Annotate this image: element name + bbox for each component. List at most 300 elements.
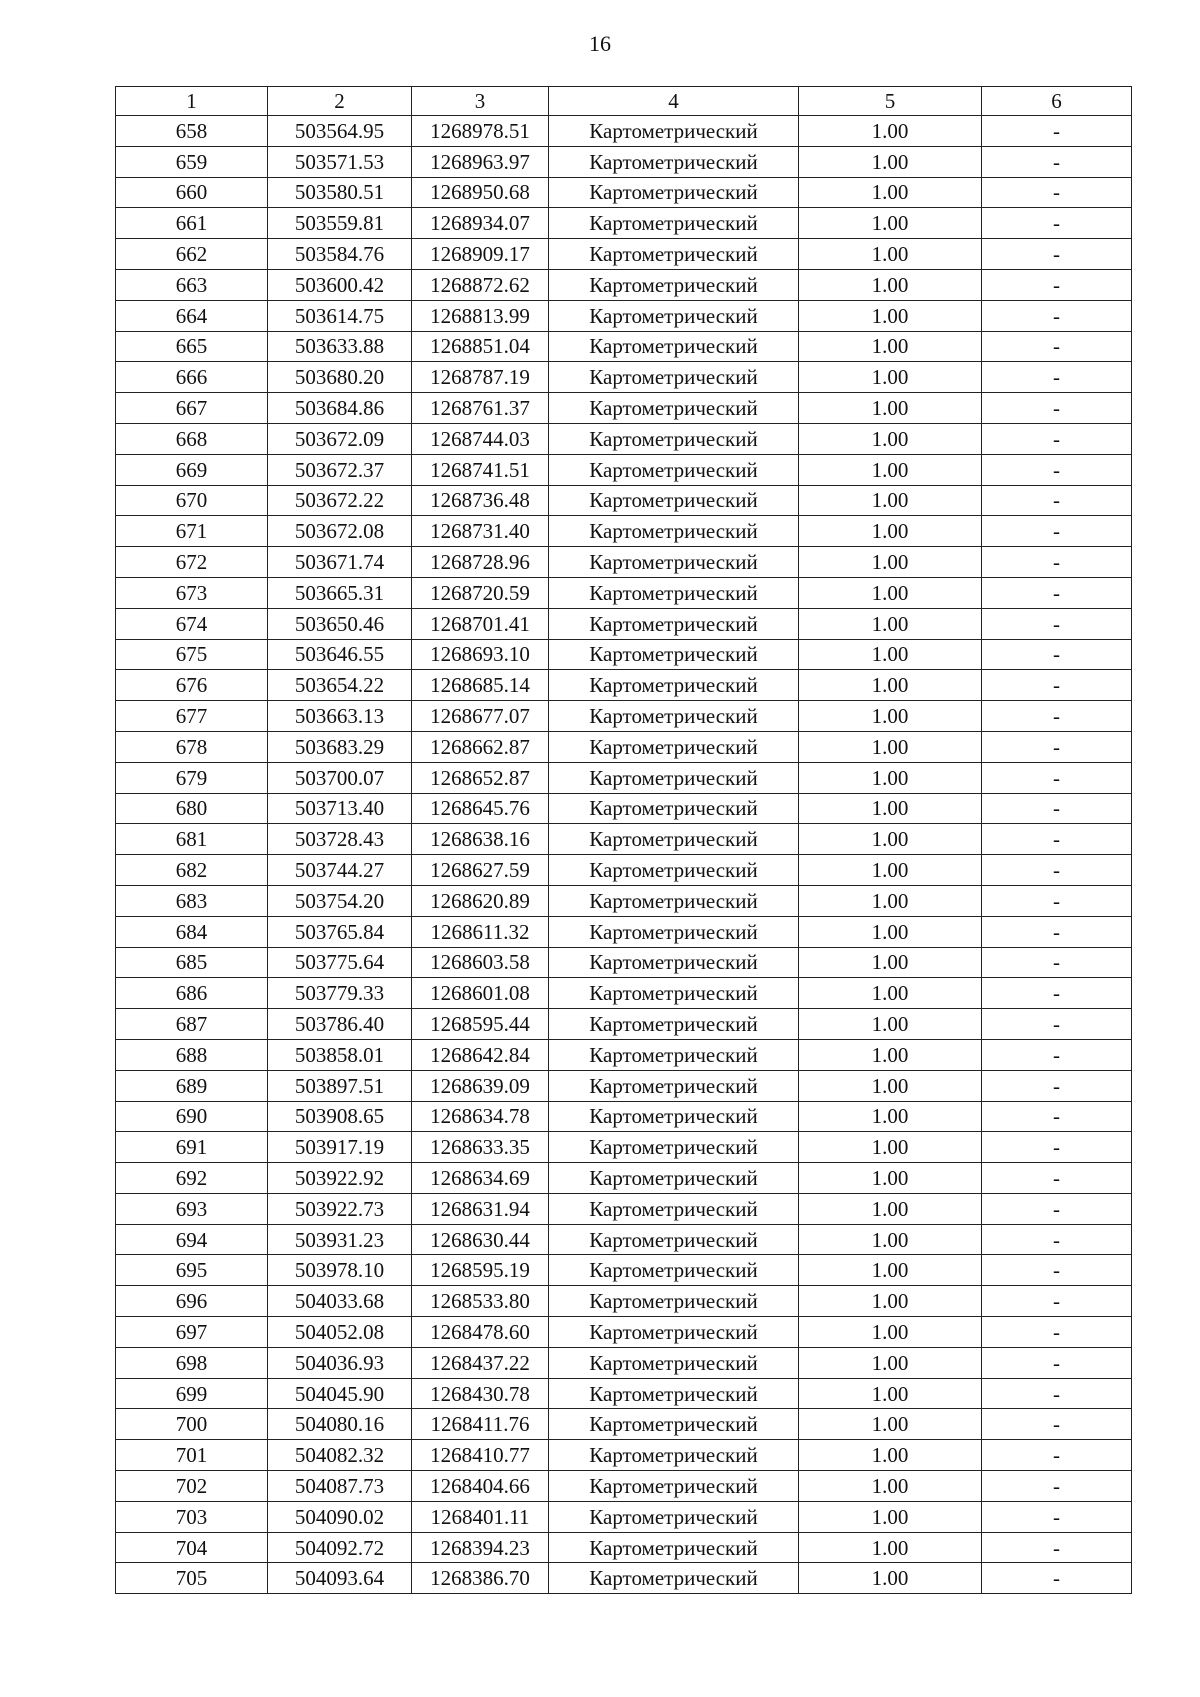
method-cell: Картометрический <box>549 670 799 701</box>
accuracy-cell: 1.00 <box>799 639 982 670</box>
table-row <box>116 547 1132 578</box>
method-cell: Картометрический <box>549 1471 799 1502</box>
method-cell: Картометрический <box>549 947 799 978</box>
description-cell: - <box>982 1070 1132 1101</box>
y-coordinate-cell: 1268720.59 <box>412 577 549 608</box>
x-coordinate-cell: 503654.22 <box>268 670 412 701</box>
x-coordinate-cell: 503650.46 <box>268 608 412 639</box>
point-number-cell: 660 <box>116 177 268 208</box>
description-cell: - <box>982 269 1132 300</box>
header-cell: 2 <box>268 87 412 116</box>
table-row <box>116 1132 1132 1163</box>
method-cell: Картометрический <box>549 362 799 393</box>
accuracy-cell: 1.00 <box>799 547 982 578</box>
x-coordinate-cell: 503672.22 <box>268 485 412 516</box>
accuracy-cell: 1.00 <box>799 454 982 485</box>
y-coordinate-cell: 1268478.60 <box>412 1317 549 1348</box>
coordinates-table <box>115 86 1132 1594</box>
accuracy-cell: 1.00 <box>799 824 982 855</box>
description-cell: - <box>982 423 1132 454</box>
method-cell: Картометрический <box>549 239 799 270</box>
accuracy-cell: 1.00 <box>799 577 982 608</box>
point-number-cell: 674 <box>116 608 268 639</box>
method-cell: Картометрический <box>549 1132 799 1163</box>
table-row <box>116 1563 1132 1594</box>
accuracy-cell: 1.00 <box>799 146 982 177</box>
table-row <box>116 146 1132 177</box>
accuracy-cell: 1.00 <box>799 393 982 424</box>
point-number-cell: 700 <box>116 1409 268 1440</box>
description-cell: - <box>982 516 1132 547</box>
method-cell: Картометрический <box>549 393 799 424</box>
description-cell: - <box>982 608 1132 639</box>
method-cell: Картометрический <box>549 547 799 578</box>
x-coordinate-cell: 503646.55 <box>268 639 412 670</box>
y-coordinate-cell: 1268662.87 <box>412 731 549 762</box>
table-row <box>116 331 1132 362</box>
x-coordinate-cell: 504052.08 <box>268 1317 412 1348</box>
y-coordinate-cell: 1268677.07 <box>412 701 549 732</box>
method-cell: Картометрический <box>549 485 799 516</box>
accuracy-cell: 1.00 <box>799 762 982 793</box>
table-row <box>116 454 1132 485</box>
description-cell: - <box>982 577 1132 608</box>
point-number-cell: 661 <box>116 208 268 239</box>
y-coordinate-cell: 1268410.77 <box>412 1440 549 1471</box>
y-coordinate-cell: 1268872.62 <box>412 269 549 300</box>
x-coordinate-cell: 503671.74 <box>268 547 412 578</box>
accuracy-cell: 1.00 <box>799 239 982 270</box>
point-number-cell: 670 <box>116 485 268 516</box>
accuracy-cell: 1.00 <box>799 1409 982 1440</box>
method-cell: Картометрический <box>549 1070 799 1101</box>
method-cell: Картометрический <box>549 116 799 147</box>
table-row <box>116 1224 1132 1255</box>
description-cell: - <box>982 947 1132 978</box>
y-coordinate-cell: 1268620.89 <box>412 885 549 916</box>
accuracy-cell: 1.00 <box>799 1532 982 1563</box>
y-coordinate-cell: 1268401.11 <box>412 1501 549 1532</box>
accuracy-cell: 1.00 <box>799 855 982 886</box>
description-cell: - <box>982 177 1132 208</box>
method-cell: Картометрический <box>549 916 799 947</box>
description-cell: - <box>982 916 1132 947</box>
y-coordinate-cell: 1268744.03 <box>412 423 549 454</box>
table-row <box>116 731 1132 762</box>
table-row <box>116 239 1132 270</box>
x-coordinate-cell: 504045.90 <box>268 1378 412 1409</box>
point-number-cell: 667 <box>116 393 268 424</box>
description-cell: - <box>982 1532 1132 1563</box>
y-coordinate-cell: 1268645.76 <box>412 793 549 824</box>
point-number-cell: 672 <box>116 547 268 578</box>
method-cell: Картометрический <box>549 1193 799 1224</box>
accuracy-cell: 1.00 <box>799 1378 982 1409</box>
x-coordinate-cell: 503978.10 <box>268 1255 412 1286</box>
y-coordinate-cell: 1268595.19 <box>412 1255 549 1286</box>
table-row <box>116 1286 1132 1317</box>
x-coordinate-cell: 503672.09 <box>268 423 412 454</box>
point-number-cell: 673 <box>116 577 268 608</box>
table-row <box>116 1440 1132 1471</box>
method-cell: Картометрический <box>549 1255 799 1286</box>
x-coordinate-cell: 504090.02 <box>268 1501 412 1532</box>
point-number-cell: 694 <box>116 1224 268 1255</box>
point-number-cell: 704 <box>116 1532 268 1563</box>
description-cell: - <box>982 701 1132 732</box>
y-coordinate-cell: 1268430.78 <box>412 1378 549 1409</box>
y-coordinate-cell: 1268638.16 <box>412 824 549 855</box>
table-row <box>116 670 1132 701</box>
page-number: 16 <box>589 31 611 56</box>
table-row <box>116 362 1132 393</box>
y-coordinate-cell: 1268404.66 <box>412 1471 549 1502</box>
point-number-cell: 665 <box>116 331 268 362</box>
x-coordinate-cell: 503700.07 <box>268 762 412 793</box>
description-cell: - <box>982 1501 1132 1532</box>
accuracy-cell: 1.00 <box>799 485 982 516</box>
table-row <box>116 1501 1132 1532</box>
x-coordinate-cell: 504036.93 <box>268 1347 412 1378</box>
y-coordinate-cell: 1268642.84 <box>412 1039 549 1070</box>
description-cell: - <box>982 639 1132 670</box>
description-cell: - <box>982 1163 1132 1194</box>
accuracy-cell: 1.00 <box>799 1039 982 1070</box>
table-row <box>116 1193 1132 1224</box>
accuracy-cell: 1.00 <box>799 516 982 547</box>
description-cell: - <box>982 1255 1132 1286</box>
description-cell: - <box>982 1224 1132 1255</box>
accuracy-cell: 1.00 <box>799 116 982 147</box>
accuracy-cell: 1.00 <box>799 1132 982 1163</box>
table-row <box>116 855 1132 886</box>
x-coordinate-cell: 503584.76 <box>268 239 412 270</box>
table-row <box>116 577 1132 608</box>
y-coordinate-cell: 1268851.04 <box>412 331 549 362</box>
x-coordinate-cell: 504093.64 <box>268 1563 412 1594</box>
table-row <box>116 1347 1132 1378</box>
accuracy-cell: 1.00 <box>799 1193 982 1224</box>
table-row <box>116 208 1132 239</box>
accuracy-cell: 1.00 <box>799 731 982 762</box>
method-cell: Картометрический <box>549 300 799 331</box>
point-number-cell: 699 <box>116 1378 268 1409</box>
accuracy-cell: 1.00 <box>799 1317 982 1348</box>
header-cell: 1 <box>116 87 268 116</box>
method-cell: Картометрический <box>549 516 799 547</box>
y-coordinate-cell: 1268595.44 <box>412 1009 549 1040</box>
accuracy-cell: 1.00 <box>799 208 982 239</box>
point-number-cell: 692 <box>116 1163 268 1194</box>
point-number-cell: 698 <box>116 1347 268 1378</box>
description-cell: - <box>982 300 1132 331</box>
accuracy-cell: 1.00 <box>799 300 982 331</box>
point-number-cell: 679 <box>116 762 268 793</box>
y-coordinate-cell: 1268736.48 <box>412 485 549 516</box>
point-number-cell: 696 <box>116 1286 268 1317</box>
table-row <box>116 824 1132 855</box>
y-coordinate-cell: 1268601.08 <box>412 978 549 1009</box>
x-coordinate-cell: 503633.88 <box>268 331 412 362</box>
accuracy-cell: 1.00 <box>799 608 982 639</box>
y-coordinate-cell: 1268611.32 <box>412 916 549 947</box>
y-coordinate-cell: 1268631.94 <box>412 1193 549 1224</box>
x-coordinate-cell: 503728.43 <box>268 824 412 855</box>
y-coordinate-cell: 1268652.87 <box>412 762 549 793</box>
y-coordinate-cell: 1268437.22 <box>412 1347 549 1378</box>
accuracy-cell: 1.00 <box>799 362 982 393</box>
method-cell: Картометрический <box>549 1039 799 1070</box>
x-coordinate-cell: 503564.95 <box>268 116 412 147</box>
table-row <box>116 116 1132 147</box>
y-coordinate-cell: 1268950.68 <box>412 177 549 208</box>
point-number-cell: 686 <box>116 978 268 1009</box>
table-row <box>116 916 1132 947</box>
x-coordinate-cell: 504080.16 <box>268 1409 412 1440</box>
description-cell: - <box>982 855 1132 886</box>
point-number-cell: 668 <box>116 423 268 454</box>
header-cell: 4 <box>549 87 799 116</box>
table-row <box>116 1009 1132 1040</box>
accuracy-cell: 1.00 <box>799 793 982 824</box>
table-row <box>116 516 1132 547</box>
point-number-cell: 671 <box>116 516 268 547</box>
method-cell: Картометрический <box>549 639 799 670</box>
method-cell: Картометрический <box>549 423 799 454</box>
header-cell: 3 <box>412 87 549 116</box>
y-coordinate-cell: 1268731.40 <box>412 516 549 547</box>
accuracy-cell: 1.00 <box>799 1501 982 1532</box>
description-cell: - <box>982 1009 1132 1040</box>
description-cell: - <box>982 731 1132 762</box>
accuracy-cell: 1.00 <box>799 1009 982 1040</box>
table-row <box>116 762 1132 793</box>
table-row <box>116 1101 1132 1132</box>
method-cell: Картометрический <box>549 1563 799 1594</box>
y-coordinate-cell: 1268411.76 <box>412 1409 549 1440</box>
point-number-cell: 664 <box>116 300 268 331</box>
method-cell: Картометрический <box>549 1532 799 1563</box>
description-cell: - <box>982 824 1132 855</box>
point-number-cell: 663 <box>116 269 268 300</box>
x-coordinate-cell: 503775.64 <box>268 947 412 978</box>
header-cell: 5 <box>799 87 982 116</box>
x-coordinate-cell: 503713.40 <box>268 793 412 824</box>
accuracy-cell: 1.00 <box>799 1163 982 1194</box>
description-cell: - <box>982 331 1132 362</box>
point-number-cell: 684 <box>116 916 268 947</box>
description-cell: - <box>982 1101 1132 1132</box>
method-cell: Картометрический <box>549 762 799 793</box>
table-row <box>116 423 1132 454</box>
table-row <box>116 978 1132 1009</box>
y-coordinate-cell: 1268634.78 <box>412 1101 549 1132</box>
accuracy-cell: 1.00 <box>799 1347 982 1378</box>
accuracy-cell: 1.00 <box>799 1286 982 1317</box>
point-number-cell: 682 <box>116 855 268 886</box>
y-coordinate-cell: 1268639.09 <box>412 1070 549 1101</box>
y-coordinate-cell: 1268533.80 <box>412 1286 549 1317</box>
accuracy-cell: 1.00 <box>799 1070 982 1101</box>
accuracy-cell: 1.00 <box>799 177 982 208</box>
method-cell: Картометрический <box>549 1317 799 1348</box>
point-number-cell: 697 <box>116 1317 268 1348</box>
table-row <box>116 639 1132 670</box>
x-coordinate-cell: 503580.51 <box>268 177 412 208</box>
accuracy-cell: 1.00 <box>799 1101 982 1132</box>
point-number-cell: 658 <box>116 116 268 147</box>
method-cell: Картометрический <box>549 577 799 608</box>
y-coordinate-cell: 1268963.97 <box>412 146 549 177</box>
method-cell: Картометрический <box>549 1378 799 1409</box>
method-cell: Картометрический <box>549 454 799 485</box>
x-coordinate-cell: 503683.29 <box>268 731 412 762</box>
accuracy-cell: 1.00 <box>799 1224 982 1255</box>
x-coordinate-cell: 503858.01 <box>268 1039 412 1070</box>
method-cell: Картометрический <box>549 1440 799 1471</box>
y-coordinate-cell: 1268630.44 <box>412 1224 549 1255</box>
y-coordinate-cell: 1268787.19 <box>412 362 549 393</box>
y-coordinate-cell: 1268386.70 <box>412 1563 549 1594</box>
y-coordinate-cell: 1268394.23 <box>412 1532 549 1563</box>
y-coordinate-cell: 1268728.96 <box>412 547 549 578</box>
header-cell: 6 <box>982 87 1132 116</box>
description-cell: - <box>982 1440 1132 1471</box>
description-cell: - <box>982 1039 1132 1070</box>
table-row <box>116 1039 1132 1070</box>
method-cell: Картометрический <box>549 824 799 855</box>
x-coordinate-cell: 503765.84 <box>268 916 412 947</box>
table-body <box>116 87 1132 1594</box>
table-row <box>116 701 1132 732</box>
accuracy-cell: 1.00 <box>799 423 982 454</box>
x-coordinate-cell: 503931.23 <box>268 1224 412 1255</box>
description-cell: - <box>982 239 1132 270</box>
point-number-cell: 677 <box>116 701 268 732</box>
point-number-cell: 675 <box>116 639 268 670</box>
x-coordinate-cell: 503600.42 <box>268 269 412 300</box>
method-cell: Картометрический <box>549 885 799 916</box>
table-row <box>116 885 1132 916</box>
description-cell: - <box>982 146 1132 177</box>
x-coordinate-cell: 503684.86 <box>268 393 412 424</box>
y-coordinate-cell: 1268603.58 <box>412 947 549 978</box>
y-coordinate-cell: 1268934.07 <box>412 208 549 239</box>
x-coordinate-cell: 504087.73 <box>268 1471 412 1502</box>
method-cell: Картометрический <box>549 177 799 208</box>
description-cell: - <box>982 116 1132 147</box>
y-coordinate-cell: 1268633.35 <box>412 1132 549 1163</box>
description-cell: - <box>982 670 1132 701</box>
description-cell: - <box>982 885 1132 916</box>
y-coordinate-cell: 1268909.17 <box>412 239 549 270</box>
method-cell: Картометрический <box>549 1409 799 1440</box>
description-cell: - <box>982 1132 1132 1163</box>
x-coordinate-cell: 503922.73 <box>268 1193 412 1224</box>
method-cell: Картометрический <box>549 1163 799 1194</box>
description-cell: - <box>982 393 1132 424</box>
point-number-cell: 683 <box>116 885 268 916</box>
point-number-cell: 689 <box>116 1070 268 1101</box>
x-coordinate-cell: 503917.19 <box>268 1132 412 1163</box>
table-row <box>116 793 1132 824</box>
method-cell: Картометрический <box>549 269 799 300</box>
method-cell: Картометрический <box>549 146 799 177</box>
accuracy-cell: 1.00 <box>799 978 982 1009</box>
y-coordinate-cell: 1268701.41 <box>412 608 549 639</box>
method-cell: Картометрический <box>549 1347 799 1378</box>
method-cell: Картометрический <box>549 701 799 732</box>
y-coordinate-cell: 1268761.37 <box>412 393 549 424</box>
description-cell: - <box>982 547 1132 578</box>
description-cell: - <box>982 1471 1132 1502</box>
point-number-cell: 687 <box>116 1009 268 1040</box>
x-coordinate-cell: 503663.13 <box>268 701 412 732</box>
method-cell: Картометрический <box>549 608 799 639</box>
point-number-cell: 705 <box>116 1563 268 1594</box>
x-coordinate-cell: 503571.53 <box>268 146 412 177</box>
y-coordinate-cell: 1268813.99 <box>412 300 549 331</box>
table-row <box>116 485 1132 516</box>
accuracy-cell: 1.00 <box>799 1471 982 1502</box>
method-cell: Картометрический <box>549 978 799 1009</box>
y-coordinate-cell: 1268685.14 <box>412 670 549 701</box>
table-row <box>116 300 1132 331</box>
x-coordinate-cell: 503680.20 <box>268 362 412 393</box>
method-cell: Картометрический <box>549 1101 799 1132</box>
accuracy-cell: 1.00 <box>799 1255 982 1286</box>
point-number-cell: 690 <box>116 1101 268 1132</box>
x-coordinate-cell: 503897.51 <box>268 1070 412 1101</box>
point-number-cell: 662 <box>116 239 268 270</box>
x-coordinate-cell: 503922.92 <box>268 1163 412 1194</box>
description-cell: - <box>982 978 1132 1009</box>
x-coordinate-cell: 503786.40 <box>268 1009 412 1040</box>
description-cell: - <box>982 793 1132 824</box>
x-coordinate-cell: 504092.72 <box>268 1532 412 1563</box>
method-cell: Картометрический <box>549 1224 799 1255</box>
description-cell: - <box>982 1563 1132 1594</box>
point-number-cell: 676 <box>116 670 268 701</box>
description-cell: - <box>982 1317 1132 1348</box>
x-coordinate-cell: 503779.33 <box>268 978 412 1009</box>
x-coordinate-cell: 503744.27 <box>268 855 412 886</box>
description-cell: - <box>982 762 1132 793</box>
point-number-cell: 666 <box>116 362 268 393</box>
description-cell: - <box>982 1286 1132 1317</box>
method-cell: Картометрический <box>549 855 799 886</box>
x-coordinate-cell: 503559.81 <box>268 208 412 239</box>
table-row <box>116 1378 1132 1409</box>
point-number-cell: 659 <box>116 146 268 177</box>
point-number-cell: 703 <box>116 1501 268 1532</box>
method-cell: Картометрический <box>549 208 799 239</box>
point-number-cell: 685 <box>116 947 268 978</box>
point-number-cell: 681 <box>116 824 268 855</box>
table-row <box>116 1409 1132 1440</box>
table-row <box>116 393 1132 424</box>
point-number-cell: 695 <box>116 1255 268 1286</box>
method-cell: Картометрический <box>549 1009 799 1040</box>
point-number-cell: 680 <box>116 793 268 824</box>
accuracy-cell: 1.00 <box>799 670 982 701</box>
point-number-cell: 691 <box>116 1132 268 1163</box>
accuracy-cell: 1.00 <box>799 331 982 362</box>
table-row <box>116 1317 1132 1348</box>
x-coordinate-cell: 503908.65 <box>268 1101 412 1132</box>
method-cell: Картометрический <box>549 731 799 762</box>
table-row <box>116 269 1132 300</box>
